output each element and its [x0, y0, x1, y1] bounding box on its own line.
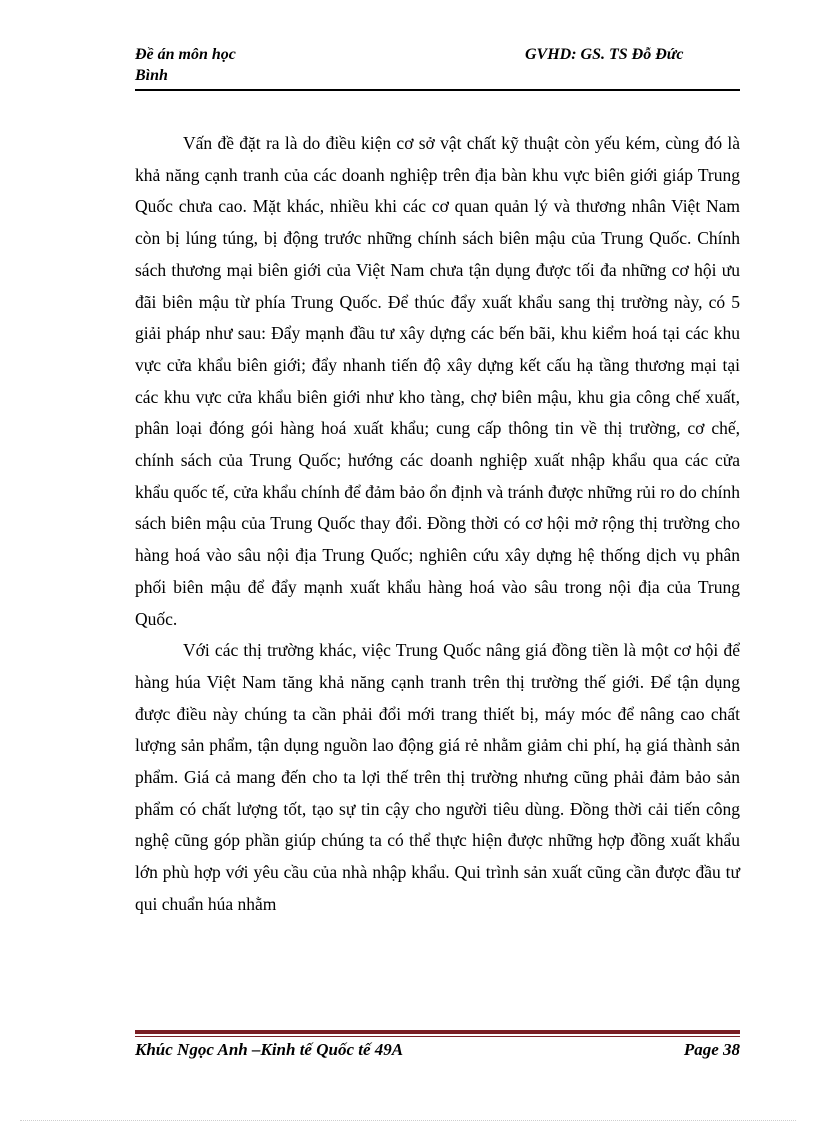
- footer-divider-thin: [135, 1036, 740, 1037]
- body-paragraph-1: Vấn đề đặt ra là do điều kiện cơ sở vật chất kỹ thuật còn yếu kém, cùng đó là khả năng cạnh tranh của các doanh nghiệp trên địa bàn khu vực biên giới giáp Trung Quốc chưa cao. Mặt khác, nhiều khi các cơ quan quản lý và thương nhân Việt Nam còn bị lúng túng, bị động trước những chính sách biên mậu của Trung Quốc. Chính sách thương mại biên giới của Việt Nam chưa tận dụng được tối đa những cơ hội ưu đãi biên mậu từ phía Trung Quốc. Để thúc đẩy xuất khẩu sang thị trường này, có 5 giải pháp như sau: Đẩy mạnh đầu tư xây dựng các bến bãi, khu kiểm hoá tại các khu vực cửa khẩu biên giới; đẩy nhanh tiến độ xây dựng kết cấu hạ tầng thương mại tại các khu vực cửa khẩu biên giới như kho tàng, chợ biên mậu, khu gia công chế xuất, phân loại đóng gói hàng hoá xuất khẩu; cung cấp thông tin về thị trường, cơ chế, chính sách của Trung Quốc; hướng các doanh nghiệp xuất nhập khẩu qua các cửa khẩu quốc tế, cửa khẩu chính để đảm bảo ổn định và tránh được những rủi ro do chính sách biên mậu của Trung Quốc thay đổi. Đồng thời có cơ hội mở rộng thị trường cho hàng hoá vào sâu nội địa Trung Quốc; nghiên cứu xây dựng hệ thống dịch vụ phân phối biên mậu để đẩy mạnh xuất khẩu hàng hoá vào sâu trong nội địa của Trung Quốc.: [135, 133, 740, 629]
- body-paragraph-2: Với các thị trường khác, việc Trung Quốc nâng giá đồng tiền là một cơ hội để hàng húa Việt Nam tăng khả năng cạnh tranh trên thị trường thế giới. Để tận dụng được điều này chúng ta cần phải đổi mới trang thiết bị, máy móc để nâng cao chất lượng sản phẩm, tận dụng nguồn lao động giá rẻ nhằm giảm chi phí, hạ giá thành sản phẩm. Giá cả mang đến cho ta lợi thế trên thị trường nhưng cũng phải đảm bảo sản phẩm có chất lượng tốt, tạo sự tin cậy cho người tiêu dùng. Đồng thời cải tiến công nghệ cũng góp phần giúp chúng ta có thể thực hiện được những hợp đồng xuất khẩu lớn phù hợp với yêu cầu của nhà nhập khẩu. Qui trình sản xuất cũng cần được đầu tư qui chuẩn húa nhằm: [135, 640, 740, 914]
- header-divider: [135, 89, 740, 91]
- footer-author: Khúc Ngọc Anh –Kinh tế Quốc tế 49A: [135, 1040, 404, 1059]
- footer-divider-thick: [135, 1030, 740, 1034]
- document-body: [135, 128, 740, 921]
- header-course-title-line1: Đề án môn học: [135, 46, 236, 63]
- header-supervisor: GVHD: GS. TS Đỗ Đức: [525, 46, 684, 63]
- header-course-title: [135, 44, 236, 86]
- header-course-title-line2: Bình: [135, 67, 168, 84]
- page-edge-divider: [20, 1120, 796, 1121]
- page-number: Page 38: [683, 1040, 740, 1059]
